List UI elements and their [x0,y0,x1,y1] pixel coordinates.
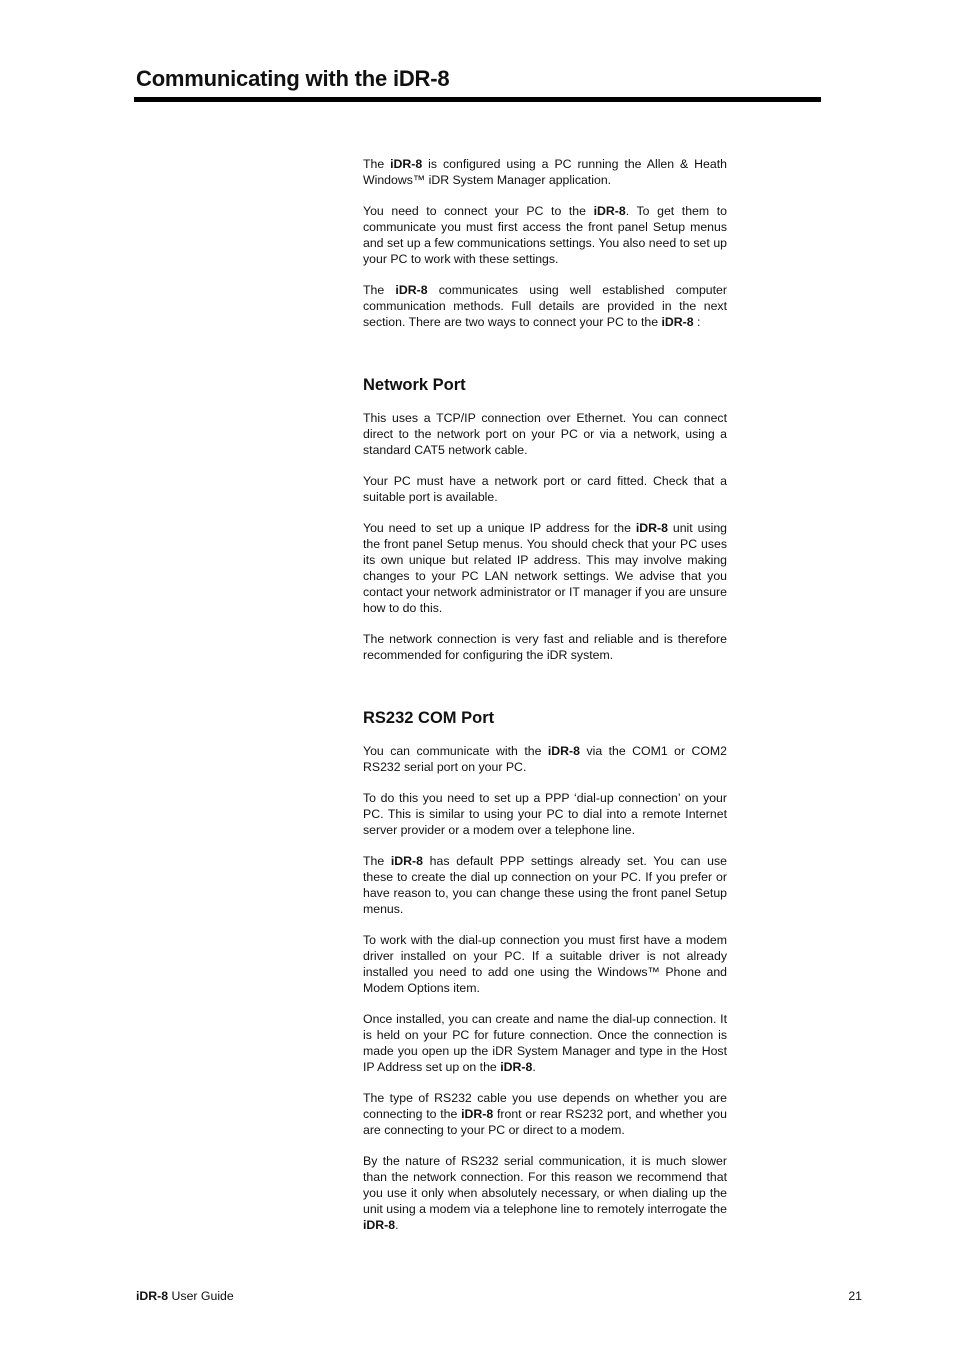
rs232-paragraph-2: To do this you need to set up a PPP ‘dial-up connection’ on your PC. This is similar to using your PC to dial into a remote Internet server provider or a modem over a telephone line. [363,791,727,837]
rs232-paragraph-1: You can communicate with the iDR-8 via the COM1 or COM2 RS232 serial port on your PC. [363,744,728,774]
network-paragraph-1: This uses a TCP/IP connection over Ethernet. You can connect direct to the network port on your PC or via a network, using a standard CAT5 network cable. [363,411,727,457]
rs232-paragraph-4: To work with the dial-up connection you must first have a modem driver installed on your PC. If a suitable driver is not already installed you need to add one using the Windows™ Phone and Modem Options item. [363,933,727,995]
page-title: Communicating with the iDR-8 [136,66,450,91]
page-number: 21 [848,1289,862,1303]
product-name: iDR-8 [661,315,694,329]
title-rule [134,97,821,102]
product-name: iDR-8 [461,1107,494,1121]
rs232-paragraph-5: Once installed, you can create and name the dial-up connection. It is held on your PC for future connection. Once the connection is made you open up the iDR System Manager and type in the Host IP Address set up on the iDR-8. [363,1012,727,1074]
rs232-paragraph-7: By the nature of RS232 serial communication, it is much slower than the network connection. For this reason we recommend that you use it only when absolutely necessary, or when dialing up the unit using a modem via a telephone line to remotely interrogate the iDR-8. [363,1154,727,1232]
product-name: iDR-8 [395,283,428,297]
rs232-heading: RS232 COM Port [363,709,495,727]
product-name: iDR-8 [547,744,580,758]
product-name: iDR-8 [390,157,423,171]
intro-paragraph-3: The iDR-8 communicates using well established computer communication methods. Full details are provided in the next section. There are two ways to connect your PC to the iDR-8 : [363,283,727,329]
network-port-heading: Network Port [363,376,466,394]
product-name: iDR-8 [363,1218,396,1232]
product-name: iDR-8 [390,854,423,868]
main-content [363,156,727,1248]
product-name: iDR-8 [635,521,668,535]
rs232-paragraph-3: The iDR-8 has default PPP settings already set. You can use these to create the dial up connection on your PC. If you prefer or have reason to, you can change these using the front panel Setup menus. [363,854,727,916]
network-paragraph-2: Your PC must have a network port or card fitted. Check that a suitable port is available. [363,474,727,504]
network-paragraph-3: You need to set up a unique IP address for the iDR-8 unit using the front panel Setup menus. You should check that your PC uses its own unique but related IP address. This may involve making changes to your PC LAN network settings. We advise that you contact your network administrator or IT manager if you are unsure how to do this. [363,521,727,615]
product-name: iDR-8 [500,1060,533,1074]
intro-paragraph-1: The iDR-8 is configured using a PC running the Allen & Heath Windows™ iDR System Manager application. [363,157,727,187]
rs232-paragraph-6: The type of RS232 cable you use depends on whether you are connecting to the iDR-8 front or rear RS232 port, and whether you are connecting to your PC or direct to a modem. [363,1091,727,1137]
network-paragraph-4: The network connection is very fast and reliable and is therefore recommended for configuring the iDR system. [363,632,727,662]
product-name: iDR-8 [593,204,626,218]
footer-guide-name: iDR-8 User Guide [136,1289,234,1303]
intro-paragraph-2: You need to connect your PC to the iDR-8. To get them to communicate you must first access the front panel Setup menus and set up a few communications settings. You also need to set up your PC to work with these settings. [363,204,727,266]
